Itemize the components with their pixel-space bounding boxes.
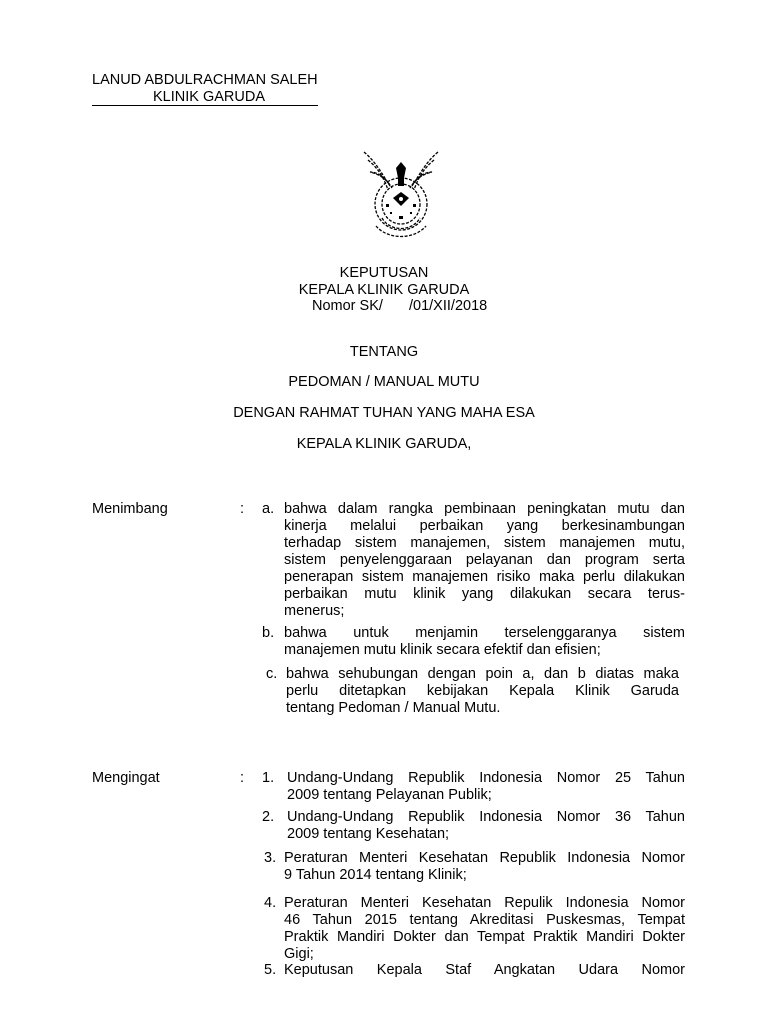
mengingat-colon: : (240, 770, 245, 786)
list-item-line: Undang-Undang Republik Indonesia Nomor 25 Tahun (287, 770, 685, 786)
org-name-line1: LANUD ABDULRACHMAN SALEH (92, 72, 318, 88)
mengingat-item-1 (287, 770, 685, 804)
menimbang-item-a (284, 501, 685, 620)
blessing-line: DENGAN RAHMAT TUHAN YANG MAHA ESA (233, 405, 535, 421)
list-item-line: Undang-Undang Republik Indonesia Nomor 36 Tahun (287, 809, 685, 825)
list-item-line: tentang Pedoman / Manual Mutu. (286, 700, 501, 716)
list-item-line: Peraturan Menteri Kesehatan Republik Indonesia Nomor (284, 850, 685, 866)
list-item-line: menerus; (284, 603, 345, 619)
decree-issuer-title: KEPALA KLINIK GARUDA (298, 282, 470, 298)
decree-title: KEPUTUSAN (339, 265, 429, 281)
list-item-line: sistem penyelenggaraan pelayanan dan program serta (284, 552, 685, 568)
mengingat-item-4 (284, 895, 685, 963)
list-item-line: manajemen mutu klinik secara efektif dan efisien; (284, 642, 601, 658)
list-item-line: Gigi; (284, 946, 314, 962)
menimbang-item-c (286, 666, 679, 717)
list-item-line: 9 Tahun 2014 tentang Klinik; (284, 867, 467, 883)
letterhead (92, 72, 318, 106)
list-item-line: 2009 tentang Kesehatan; (287, 826, 450, 842)
mengingat-item-3 (284, 850, 685, 884)
decree-subject: PEDOMAN / MANUAL MUTU (288, 374, 480, 390)
issuer-line: KEPALA KLINIK GARUDA, (296, 436, 472, 452)
list-item-line: perbaikan mutu klinik yang dilakukan secara terus- (284, 586, 685, 602)
menimbang-colon: : (240, 501, 245, 517)
mengingat-item-2 (287, 809, 685, 843)
menimbang-label: Menimbang (92, 501, 168, 517)
mengingat-item-1-marker: 1. (262, 770, 275, 786)
letterhead-underline (92, 105, 318, 106)
menimbang-item-b-marker: b. (262, 625, 275, 641)
mengingat-item-2-marker: 2. (262, 809, 275, 825)
mengingat-item-3-marker: 3. (264, 850, 277, 866)
garuda-emblem-icon (360, 148, 442, 240)
list-item-line: perlu ditetapkan kebijakan Kepala Klinik Garuda (286, 683, 679, 699)
list-item-line: 46 Tahun 2015 tentang Akreditasi Puskesmas, Tempat (284, 912, 685, 928)
mengingat-item-4-marker: 4. (264, 895, 277, 911)
decree-number-prefix: Nomor SK/ (312, 298, 383, 314)
org-name-line2: KLINIK GARUDA (153, 89, 265, 105)
list-item-line: bahwa sehubungan dengan poin a, dan b diatas maka (286, 666, 679, 682)
menimbang-item-b (284, 625, 685, 659)
list-item-line: Keputusan Kepala Staf Angkatan Udara Nomor (284, 962, 685, 978)
mengingat-label: Mengingat (92, 770, 160, 786)
list-item-line: kinerja melalui perbaikan yang berkesinambungan (284, 518, 685, 534)
list-item-line: bahwa dalam rangka pembinaan peningkatan mutu dan (284, 501, 685, 517)
list-item-line: terhadap sistem manajemen, sistem manajemen mutu, (284, 535, 685, 551)
list-item-line: Praktik Mandiri Dokter dan Tempat Praktik Mandiri Dokter (284, 929, 685, 945)
list-item-line: 2009 tentang Pelayanan Publik; (287, 787, 492, 803)
menimbang-item-a-marker: a. (262, 501, 275, 517)
list-item-line: penerapan sistem manajemen risiko maka perlu dilakukan (284, 569, 685, 585)
about-heading: TENTANG (349, 344, 419, 360)
mengingat-item-5-marker: 5. (264, 962, 277, 978)
list-item-line: bahwa untuk menjamin terselenggaranya sistem (284, 625, 685, 641)
list-item-line: Peraturan Menteri Kesehatan Repulik Indonesia Nomor (284, 895, 685, 911)
decree-number-suffix: /01/XII/2018 (409, 298, 488, 314)
mengingat-item-5 (284, 962, 685, 979)
menimbang-item-c-marker: c. (266, 666, 278, 682)
